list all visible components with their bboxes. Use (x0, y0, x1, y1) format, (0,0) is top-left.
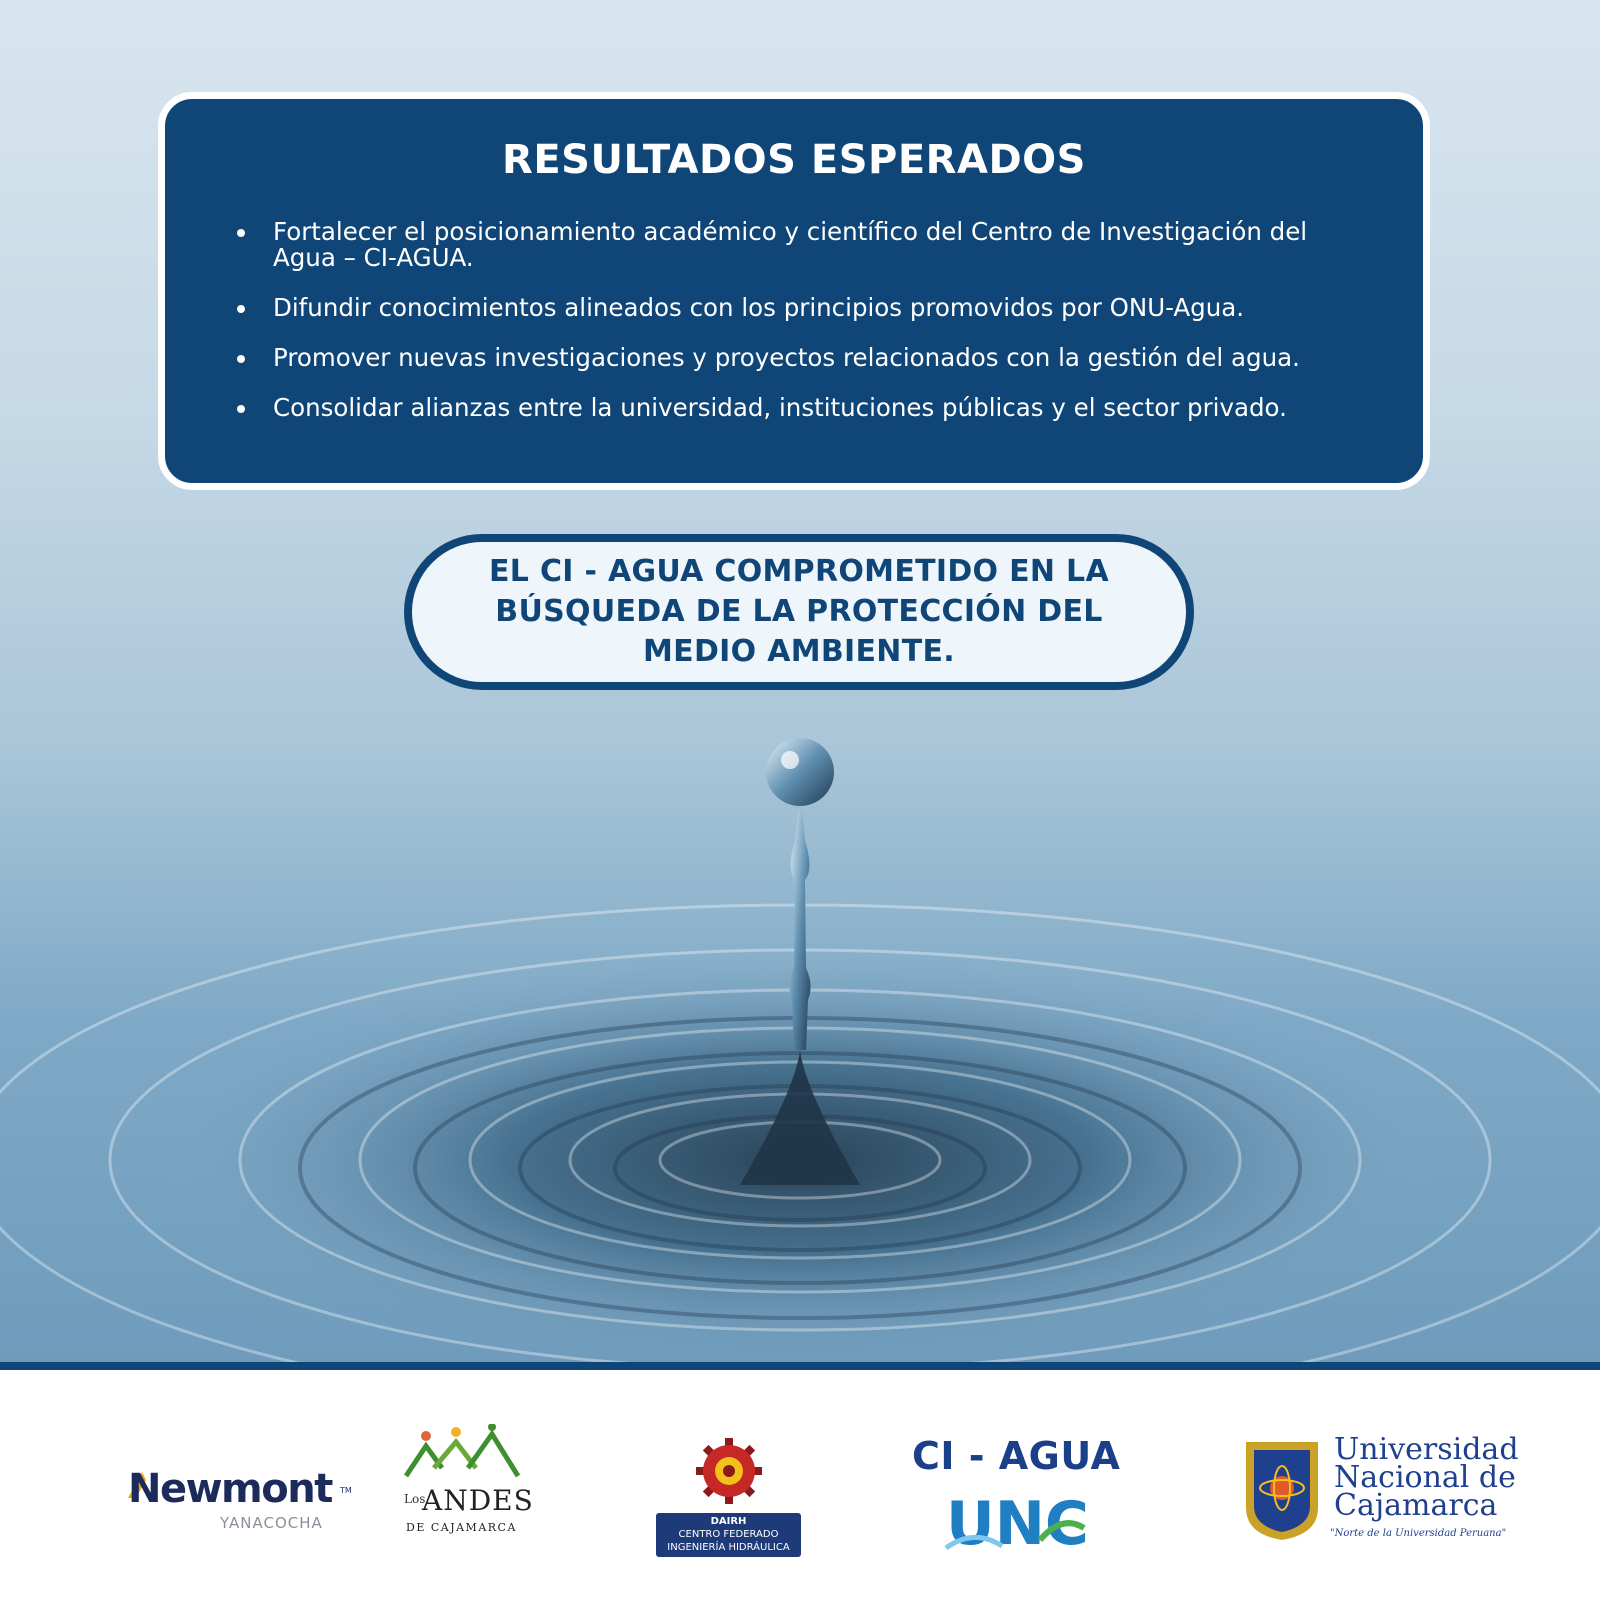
dairh-label (656, 1513, 801, 1557)
results-list (237, 219, 1375, 445)
list-item: Promover nuevas investigaciones y proyectos relacionados con la gestión del agua. (237, 345, 1375, 371)
results-card (158, 92, 1430, 490)
slogan-text: EL CI - AGUA COMPROMETIDO EN LA BÚSQUEDA DE LA PROTECCIÓN DEL MEDIO AMBIENTE. (489, 554, 1109, 669)
andes-logo-sub: DE CAJAMARCA (406, 1521, 517, 1534)
unc-mark-text: UNC (946, 1489, 1089, 1554)
dairh-line2: CENTRO FEDERADO (678, 1529, 779, 1540)
dairh-line3: INGENIERÍA HIDRÁULICA (667, 1542, 790, 1553)
footer-divider (0, 1362, 1600, 1370)
unc-logo-motto: "Norte de la Universidad Peruana" (1330, 1528, 1507, 1539)
dairh-line1: DAIRH (710, 1516, 747, 1527)
unc-shield-icon (1242, 1438, 1322, 1542)
slogan-banner (404, 534, 1194, 690)
andes-mountains-icon (404, 1424, 524, 1482)
engineering-gear-icon (696, 1438, 762, 1504)
unc-logo-name: Universidad Nacional de Cajamarca (1334, 1432, 1519, 1523)
unc-mark-logo (944, 1488, 1094, 1554)
list-item: Consolidar alianzas entre la universidad, instituciones públicas y el sector privado. (237, 395, 1375, 421)
newmont-logo-tm: TM (340, 1486, 352, 1495)
newmont-logo-sub: YANACOCHA (220, 1514, 323, 1532)
ci-agua-logo-title: CI - AGUA (912, 1434, 1121, 1478)
newmont-logo-name: Newmont (128, 1466, 332, 1512)
andes-logo-los: Los (404, 1492, 426, 1506)
andes-logo-name: ANDES (422, 1484, 534, 1517)
list-item: Difundir conocimientos alineados con los principios promovidos por ONU-Agua. (237, 295, 1375, 321)
results-title: RESULTADOS ESPERADOS (502, 137, 1086, 183)
list-item: Fortalecer el posicionamiento académico y científico del Centro de Investigación del Agua – CI-AGUA. (237, 219, 1375, 271)
